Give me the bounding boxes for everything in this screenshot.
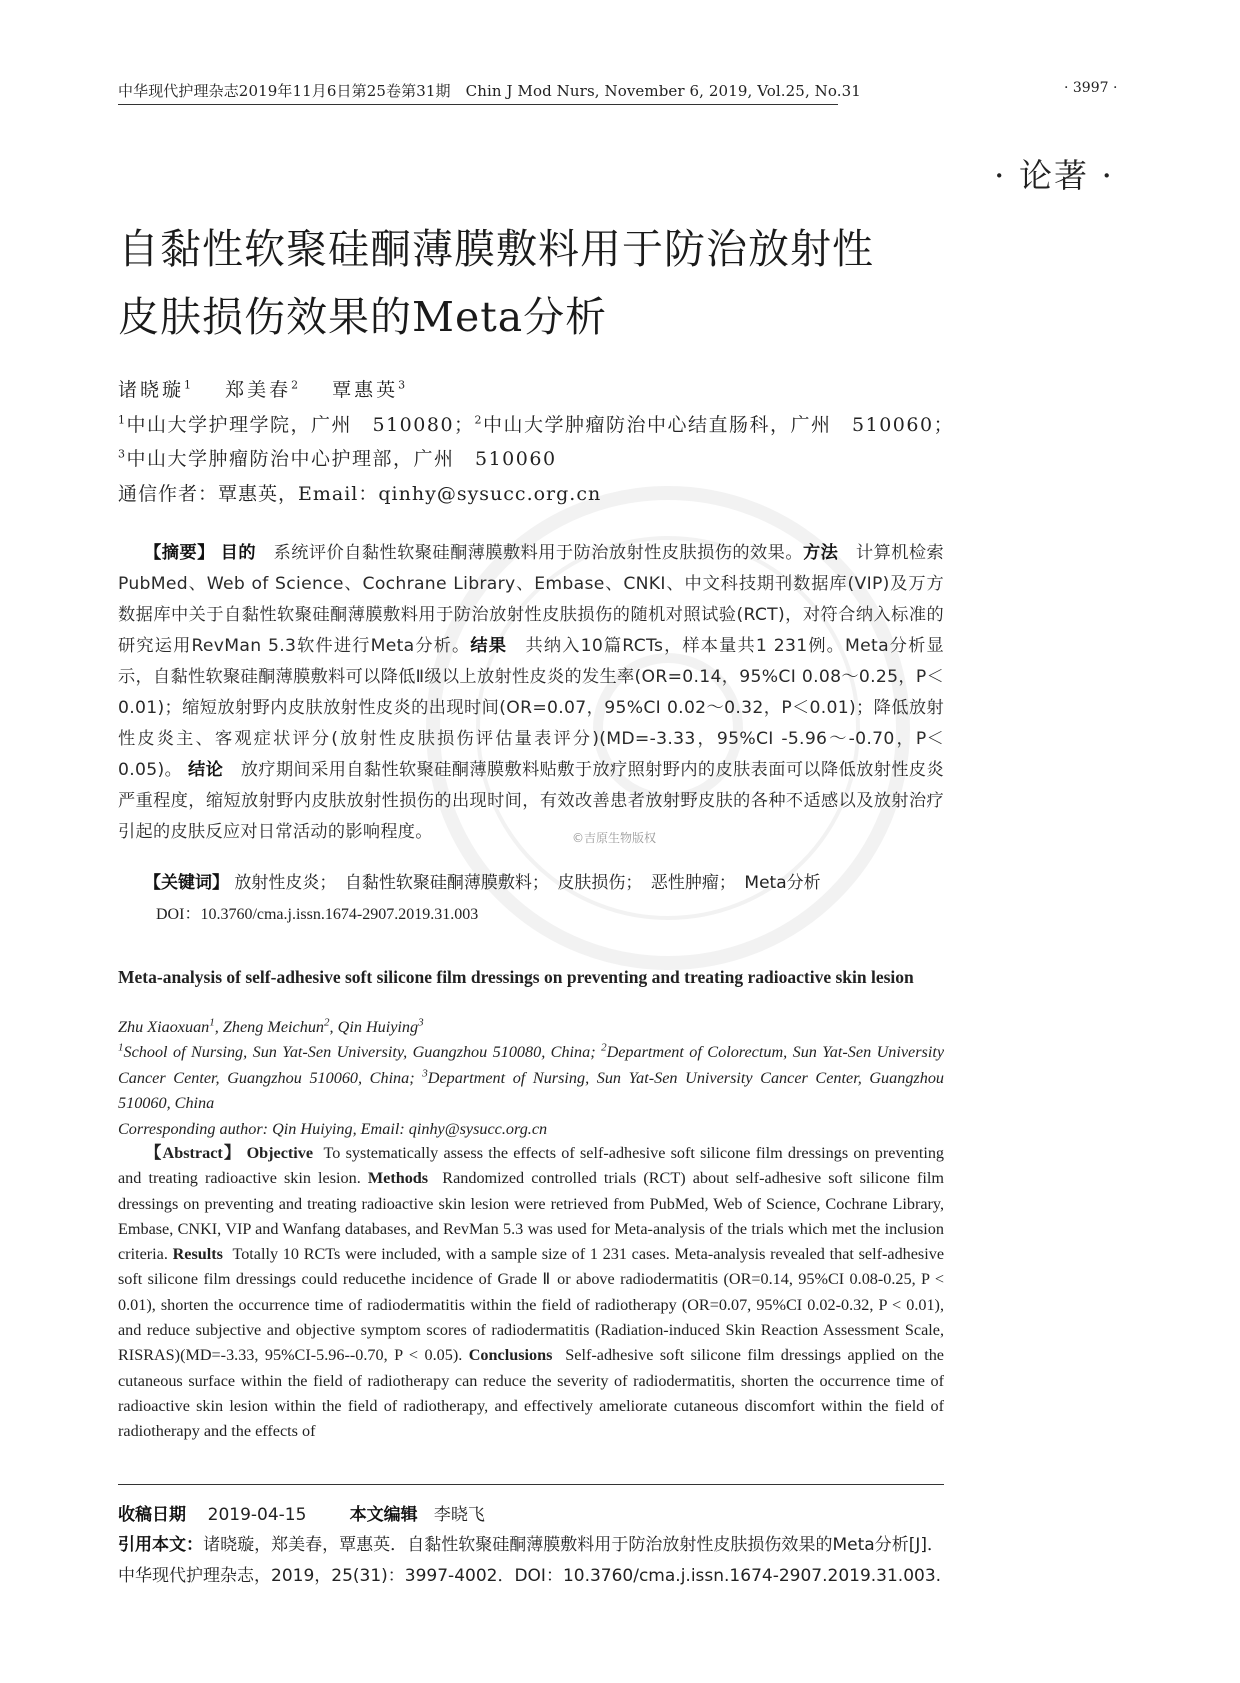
objective-en-label: Objective (246, 1144, 314, 1162)
methods-text: 计算机检索PubMed、Web of Science、Cochrane Library、Embase、CNKI、中文科技期刊数据库(VIP)及万方数据库中关于自黏性软聚硅酮薄膜敷料用于防治放射性皮肤损伤的随机对照试验(RCT)，对符合纳入标准的研究运用RevMan 5.3软件进行Meta分析。 (118, 543, 944, 656)
keywords-list: 放射性皮炎； 自黏性软聚硅酮薄膜敷料； 皮肤损伤； 恶性肿瘤； Meta分析 (234, 873, 821, 893)
affiliation-cn-line1: $^1$中山大学护理学院，广州 510080；$^2$中山大学肿瘤防治中心结直肠科，广州 510060； (118, 413, 955, 436)
authors-cn: 诸晓璇$^1$ 郑美春$^2$ 覃惠英$^3$ (118, 378, 409, 401)
results-label: 结果 (470, 636, 508, 656)
results-en-label: Results (172, 1245, 223, 1264)
affiliations-en: $^1$School of Nursing, Sun Yat-Sen University, Guangzhou 510080, China; $^2$Department of Colorectum, Sun Yat-Sen University Cancer Center, Guangzhou 510060, China; $^3$Department of Nursing, Sun Yat-Sen University Cancer Center, Guangzhou 510060, China (118, 1041, 945, 1112)
author-3: 覃惠英 (332, 379, 399, 401)
methods-label: 方法 (802, 543, 839, 563)
corresponding-author-en: Corresponding author: Qin Huiying, Email: qinhy@sysucc.org.cn (118, 1120, 548, 1138)
authors-en: Zhu Xiaoxuan$^1$, Zheng Meichun$^2$, Qin Huiying$^3$ (118, 1016, 424, 1036)
abstract-cn (118, 538, 944, 848)
affiliation-cn-line2: $^3$中山大学肿瘤防治中心护理部，广州 510060 (118, 447, 557, 470)
objective-text: 系统评价自黏性软聚硅酮薄膜敷料用于防治放射性皮肤损伤的效果。 (273, 543, 803, 563)
footer-divider (118, 1484, 944, 1485)
conclusions-en-label: Conclusions (468, 1346, 553, 1365)
citation: 引用本文：诸晓璇，郑美春，覃惠英．自黏性软聚硅酮薄膜敷料用于防治放射性皮肤损伤效果的Meta分析[J]．中华现代护理杂志，2019，25(31)：3997-4002．DOI：10.3760/cma.j.issn.1674-2907.2019.31.003. (118, 1535, 944, 1586)
received-line: 收稿日期 2019-04-15 本文编辑 李晓飞 (118, 1505, 485, 1525)
title-cn (118, 215, 1118, 351)
keywords-label: 【关键词】 (144, 873, 229, 893)
title-cn-line1: 自黏性软聚硅酮薄膜敷料用于防治放射性 (118, 225, 874, 273)
objective-label: 目的 (220, 543, 256, 563)
conclusion-label: 结论 (188, 760, 224, 780)
author-1: 诸晓璇 (118, 379, 185, 401)
corresponding-author-cn: 通信作者：覃惠英，Email：qinhy@sysucc.org.cn (118, 483, 602, 505)
title-cn-line2: 皮肤损伤效果的Meta分析 (118, 293, 608, 341)
doi-cn[interactable]: DOI：10.3760/cma.j.issn.1674-2907.2019.31.003 (156, 906, 479, 923)
author-2: 郑美春 (225, 379, 292, 401)
section-label: · 论著 · (994, 156, 1114, 195)
methods-en-label: Methods (367, 1169, 429, 1188)
page-number: · 3997 · (1064, 80, 1118, 96)
running-header: 中华现代护理杂志2019年11月6日第25卷第31期 Chin J Mod Nurs, November 6, 2019, Vol.25, No.31 (118, 80, 838, 105)
title-en: Meta-analysis of self-adhesive soft silicone film dressings on preventing and treating radioactive skin lesion (118, 967, 914, 987)
conclusion-text: 放疗期间采用自黏性软聚硅酮薄膜敷料贴敷于放疗照射野内的皮肤表面可以降低放射性皮炎严重程度，缩短放射野内皮肤放射性损伤的出现时间，有效改善患者放射野皮肤的各种不适感以及放射治疗引起的皮肤反应对日常活动的影响程度。 (118, 760, 944, 842)
abstract-en-label: 【Abstract】 (144, 1144, 242, 1162)
abstract-en: 【Abstract】 Objective To systematically assess the effects of self-adhesive soft silicone film dressings on preventing and treating radioactive skin lesion. Methods Randomized controlled trials (RCT) about self-adhesive soft silicone film dressings on preventing and treating radioactive skin lesion were retrieved from PubMed, Web of Science, Cochrane Library, Embase, CNKI, VIP and Wanfang databases, and RevMan 5.3 was used for Meta-analysis of the trials which met the inclusion criteria. Results Totally 10 RCTs were included, with a sample size of 1 231 cases. Meta-analysis revealed that self-adhesive soft silicone film dressings could reducethe incidence of Grade Ⅱ or above radiodermatitis (OR=0.14, 95%CI 0.08-0.25, P < 0.01), shorten the occurrence time of radiodermatitis within the field of radiotherapy (OR=0.07, 95%CI 0.02-0.32, P < 0.01), and reduce subjective and objective symptom scores of radiodermatitis (Radiation-induced Skin Reaction Assessment Scale, RISRAS)(MD=-3.33, 95%CI-5.96--0.70, P < 0.05). Conclusions Self-adhesive soft silicone film dressings applied on the cutaneous surface within the field of radiotherapy can reduce the severity of radiodermatitis, shorten the occurrence time of radioactive skin lesion within the field of radiotherapy, and effectively ameliorate cutaneous discomfort within the field of radiotherapy and the effects of (118, 1144, 945, 1441)
abstract-label: 【摘要】 (144, 543, 215, 563)
results-text: 共纳入10篇RCTs，样本量共1 231例。Meta分析显示，自黏性软聚硅酮薄膜敷料可以降低Ⅱ级以上放射性皮炎的发生率(OR=0.14，95%CI 0.08～0.25，P＜0.01)；缩短放射野内皮肤放射性皮炎的出现时间(OR=0.07，95%CI 0.02～0.32，P＜0.01)；降低放射性皮炎主、客观症状评分(放射性皮肤损伤评估量表评分)(MD=-3.33，95%CI -5.96～-0.70，P＜0.05)。 (118, 636, 944, 780)
keywords-cn (118, 868, 944, 893)
copyright-watermark: ©吉原生物版权 (572, 831, 657, 845)
